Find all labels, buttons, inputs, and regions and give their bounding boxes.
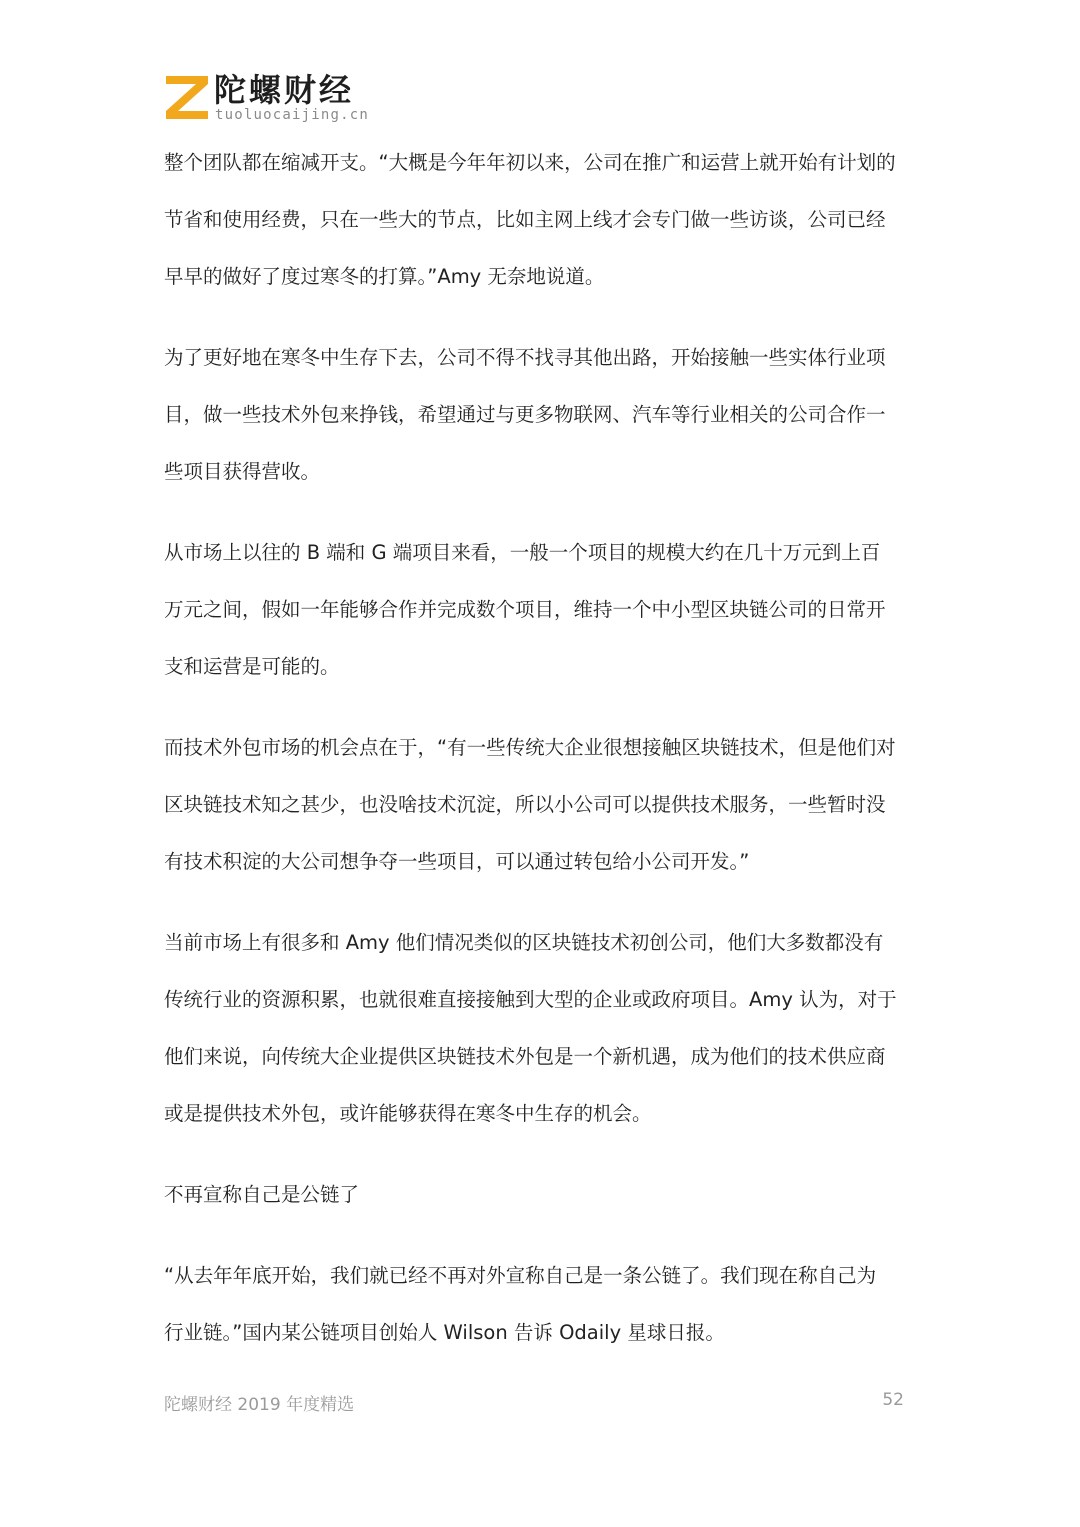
text-line: 些项目获得营收。 <box>164 460 321 483</box>
text-line: 而技术外包市场的机会点在于，“有一些传统大企业很想接触区块链技术，但是他们对 <box>164 736 896 759</box>
brand-name: 陀螺财经 <box>214 71 355 109</box>
text-line: 从市场上以往的 B 端和 G 端项目来看，一般一个项目的规模大约在几十万元到上百 <box>164 541 881 564</box>
paragraph <box>164 329 924 500</box>
text-line: 或是提供技术外包，或许能够获得在寒冬中生存的机会。 <box>164 1102 652 1125</box>
text-line: 传统行业的资源积累，也就很难直接接触到大型的企业或政府项目。Amy 认为，对于 <box>164 988 897 1011</box>
page-number: 52 <box>882 1390 904 1410</box>
text-line: 目，做一些技术外包来挣钱，希望通过与更多物联网、汽车等行业相关的公司合作一 <box>164 403 886 426</box>
footer-publication: 陀螺财经 2019 年度精选 <box>164 1395 355 1415</box>
text-line: 整个团队都在缩减开支。“大概是今年年初以来，公司在推广和运营上就开始有计划的 <box>164 151 896 174</box>
article-body <box>164 134 924 1385</box>
text-line: 为了更好地在寒冬中生存下去，公司不得不找寻其他出路，开始接触一些实体行业项 <box>164 346 886 369</box>
text-line: 区块链技术知之甚少，也没啥技术沉淀，所以小公司可以提供技术服务，一些暂时没 <box>164 793 886 816</box>
text-line: 他们来说，向传统大企业提供区块链技术外包是一个新机遇，成为他们的技术供应商 <box>164 1045 886 1068</box>
section-heading <box>164 1166 924 1223</box>
text-line: “从去年年底开始，我们就已经不再对外宣称自己是一条公链了。我们现在称自己为 <box>164 1264 877 1287</box>
paragraph <box>164 134 924 305</box>
text-line: 行业链。”国内某公链项目创始人 Wilson 告诉 Odaily 星球日报。 <box>164 1321 725 1344</box>
text-line: 有技术积淀的大公司想争夺一些项目，可以通过转包给小公司开发。” <box>164 850 750 873</box>
paragraph <box>164 914 924 1142</box>
brand-domain: tuoluocaijing.cn <box>215 107 370 123</box>
text-line: 万元之间，假如一年能够合作并完成数个项目，维持一个中小型区块链公司的日常开 <box>164 598 886 621</box>
text-line: 早早的做好了度过寒冬的打算。”Amy 无奈地说道。 <box>164 265 605 288</box>
text-line: 支和运营是可能的。 <box>164 655 340 678</box>
text-line: 当前市场上有很多和 Amy 他们情况类似的区块链技术初创公司，他们大多数都没有 <box>164 931 884 954</box>
z-logo-icon <box>164 74 210 120</box>
paragraph <box>164 524 924 695</box>
paragraph <box>164 1247 924 1361</box>
text-line: 节省和使用经费，只在一些大的节点，比如主网上线才会专门做一些访谈，公司已经 <box>164 208 886 231</box>
paragraph <box>164 719 924 890</box>
text-line: 不再宣称自己是公链了 <box>164 1183 360 1206</box>
